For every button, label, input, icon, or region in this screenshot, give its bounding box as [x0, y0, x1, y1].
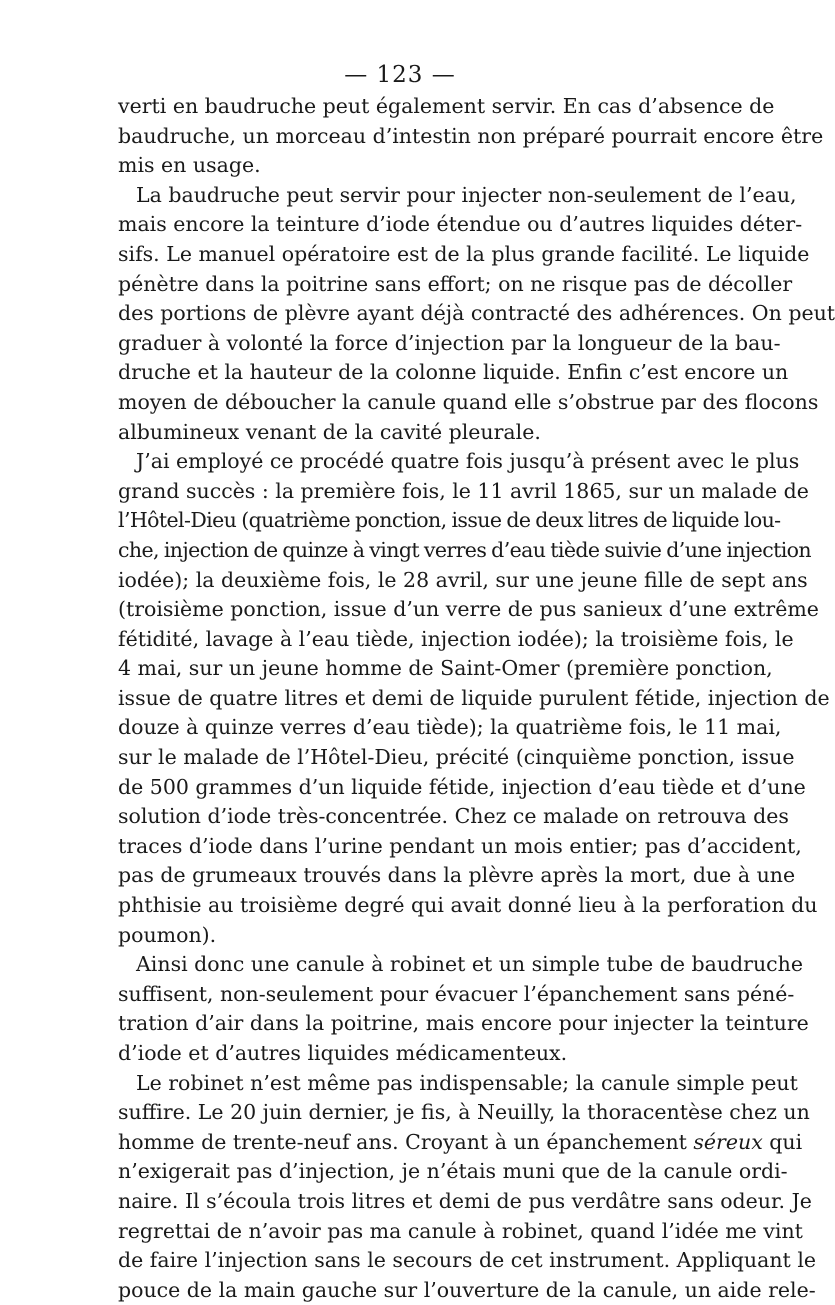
text-line: tration d’air dans la poitrine, mais encore pour injecter la teinture — [118, 1011, 809, 1036]
text-line: phthisie au troisième degré qui avait donné lieu à la perforation du — [118, 893, 818, 918]
text-line: homme de trente-neuf ans. Croyant à un épanchement séreux qui — [118, 1129, 803, 1154]
text-line: Ainsi donc une canule à robinet et un simple tube de baudruche — [136, 952, 803, 977]
text-line: traces d’iode dans l’urine pendant un mois entier; pas d’accident, — [118, 833, 802, 858]
text-line: mis en usage. — [118, 153, 261, 178]
text-line: d’iode et d’autres liquides médicamenteux. — [118, 1041, 568, 1065]
text-line: douze à quinze verres d’eau tiède); la quatrième fois, le 11 mai, — [118, 715, 782, 740]
text-line: de 500 grammes d’un liquide fétide, injection d’eau tiède et d’une — [118, 774, 806, 799]
text-line: baudruche, un morceau d’intestin non préparé pourrait encore être — [118, 123, 824, 148]
text-line: (troisième ponction, issue d’un verre de pus sanieux d’une extrême — [118, 597, 819, 622]
text-line: Le robinet n’est même pas indispensable; la canule simple peut — [136, 1070, 798, 1095]
text-line: albumineux venant de la cavité pleurale. — [118, 419, 541, 444]
text-line: solution d’iode très-concentrée. Chez ce malade on retrouva des — [118, 804, 789, 829]
text-line: suffisent, non-seulement pour évacuer l’épanchement sans péné- — [118, 981, 795, 1006]
text-line: issue de quatre litres et demi de liquide purulent fétide, injection de — [118, 685, 830, 710]
text-line: grand succès : la première fois, le 11 avril 1865, sur un malade de — [118, 478, 809, 503]
text-line: mais encore la teinture d’iode étendue ou d’autres liquides déter- — [118, 212, 803, 237]
text-line: suffire. Le 20 juin dernier, je fis, à Neuilly, la thoracentèse chez un — [118, 1100, 810, 1125]
text-line: l’Hôtel-Dieu (quatrième ponction, issue de deux litres de liquide lou- — [118, 508, 781, 533]
text-line: poumon). — [118, 922, 217, 947]
italic-word: séreux — [693, 1129, 763, 1154]
text-line: moyen de déboucher la canule quand elle s’obstrue par des flocons — [118, 389, 819, 414]
text-line: regrettai de n’avoir pas ma canule à robinet, quand l’idée me vint — [118, 1218, 803, 1243]
text-line: pouce de la main gauche sur l’ouverture de la canule, un aide rele- — [118, 1277, 816, 1302]
text-line: fétidité, lavage à l’eau tiède, injection iodée); la troisième fois, le — [118, 626, 794, 651]
text-line: sur le malade de l’Hôtel-Dieu, précité (cinquième ponction, issue — [118, 745, 795, 770]
text-line: che, injection de quinze à vingt verres d’eau tiède suivie d’une injection — [118, 537, 812, 562]
text-line: J’ai employé ce procédé quatre fois jusqu’à présent avec le plus — [136, 449, 800, 474]
text-line: La baudruche peut servir pour injecter non-seulement de l’eau, — [136, 182, 797, 207]
text-line: des portions de plèvre ayant déjà contracté des adhérences. On peut — [118, 301, 835, 326]
text-line: graduer à volonté la force d’injection par la longueur de la bau- — [118, 330, 781, 355]
page-number: — 123 — — [344, 62, 456, 88]
text-line: sifs. Le manuel opératoire est de la plus grande facilité. Le liquide — [118, 241, 810, 266]
text-line: verti en baudruche peut également servir. En cas d’absence de — [118, 94, 775, 118]
text-line: iodée); la deuxième fois, le 28 avril, sur une jeune fille de sept ans — [118, 567, 808, 592]
text-line: de faire l’injection sans le secours de cet instrument. Appliquant le — [118, 1248, 817, 1273]
text-line: naire. Il s’écoula trois litres et demi de pus verdâtre sans odeur. Je — [118, 1188, 812, 1213]
text-line: pas de grumeaux trouvés dans la plèvre après la mort, due à une — [118, 863, 796, 888]
text-line: 4 mai, sur un jeune homme de Saint-Omer (première ponction, — [118, 656, 773, 681]
text-line: druche et la hauteur de la colonne liquide. Enfin c’est encore un — [118, 360, 789, 385]
body-text — [118, 92, 835, 1305]
text-line: pénètre dans la poitrine sans effort; on ne risque pas de décoller — [118, 271, 793, 296]
text-line: n’exigerait pas d’injection, je n’étais muni que de la canule ordi- — [118, 1159, 788, 1184]
